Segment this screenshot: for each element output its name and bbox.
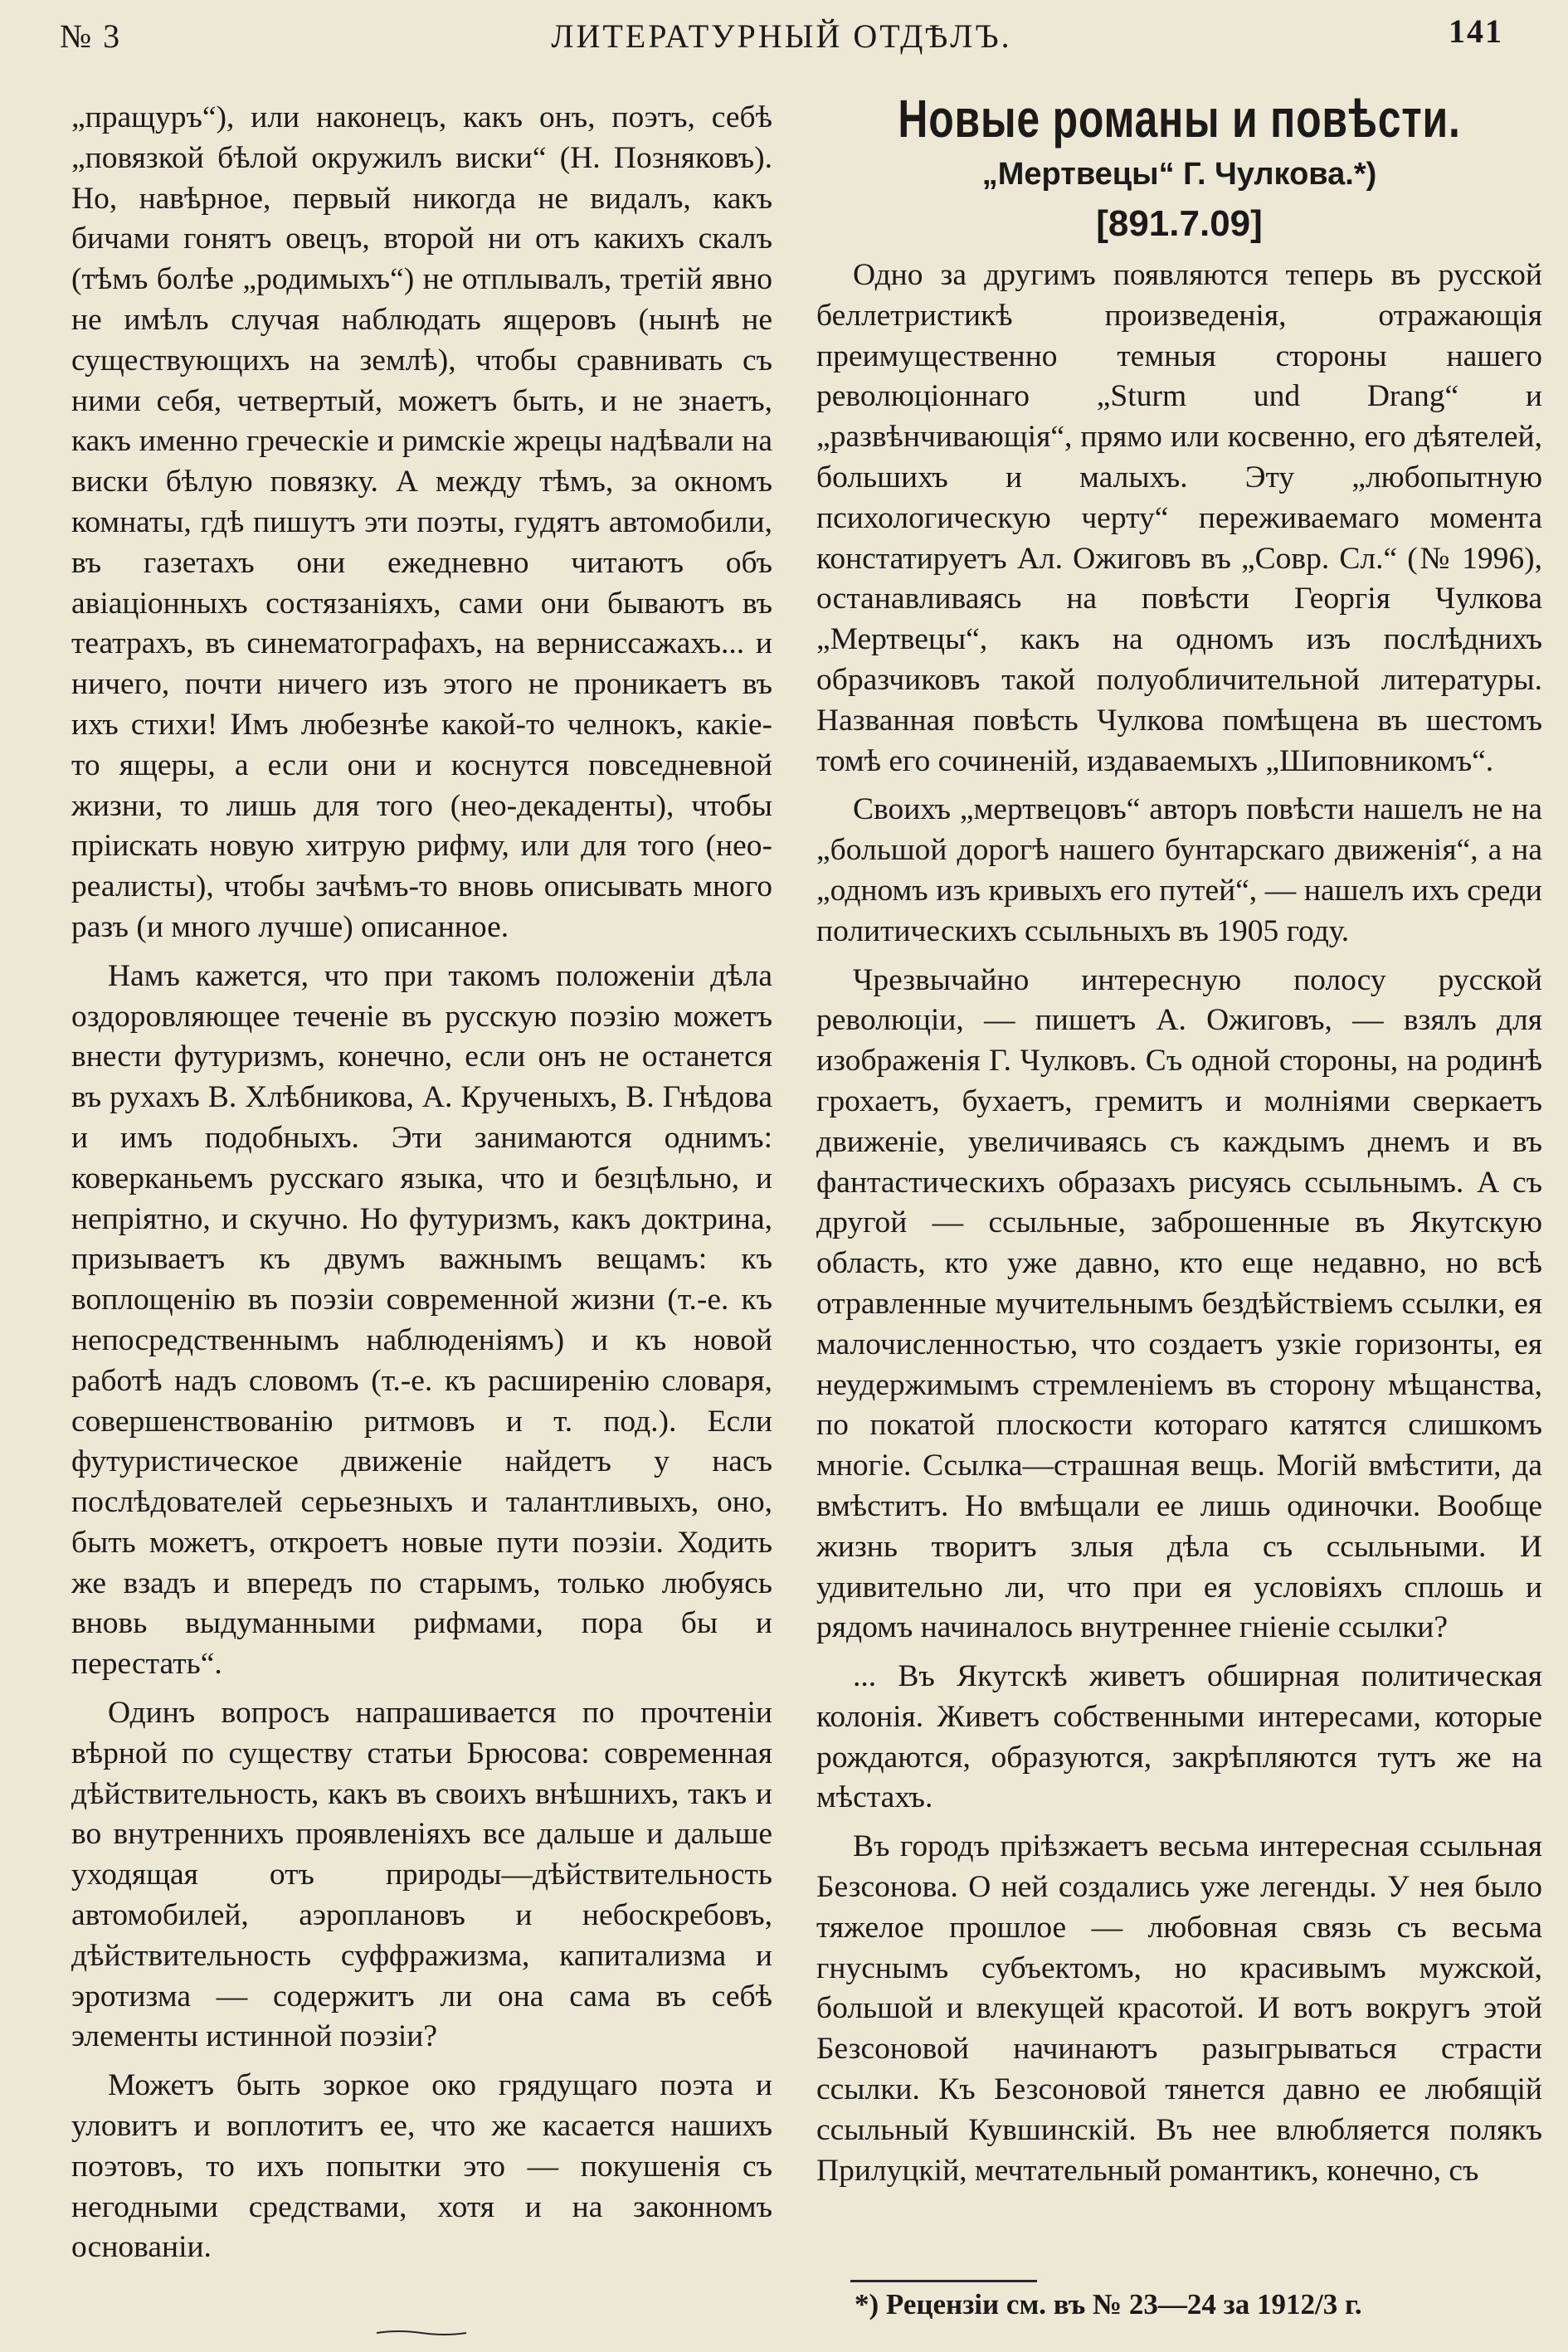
paragraph: Чрезвычайно интересную полосу русской революціи, — пишетъ А. Ожиговъ, — взялъ для изображенія Г. Чулковъ. Съ одной стороны, на родинѣ грохаетъ, бухаетъ, гремитъ и молніями сверкаетъ движеніе, увеличиваясь съ каждымъ днемъ и въ фантастическихъ образахъ рисуясь ссыльнымъ. А съ другой — ссыльные, заброшенные въ Якутскую область, кто уже давно, кто еще недавно, но всѣ отравленные мучительнымъ бездѣйствіемъ ссылки, ея малочисленностью, что создаетъ узкіе горизонты, ея неудержимымъ стремленіемъ въ сторону мѣщанства, по покатой плоскости котораго катятся слишкомъ многіе. Ссылка—страшная вещь. Могій вмѣстити, да вмѣститъ. Но вмѣщали ее лишь одиночки. Вообще жизнь творитъ злыя дѣла съ ссыльными. И удивительно ли, что при ея условіяхъ сплошь и рядомъ начиналось внутреннее гніеніе ссылки?: [816, 962, 1542, 1645]
left-column: [71, 98, 772, 2268]
paragraph: Своихъ „мертвецовъ“ авторъ повѣсти нашелъ не на „большой дорогѣ нашего бунтарскаго движенія“, а на „одномъ изъ кривыхъ его путей“, — нашелъ ихъ среди политическихъ ссыльныхъ въ 1905 году.: [816, 792, 1542, 948]
paragraph: Одинъ вопросъ напрашивается по прочтеніи вѣрной по существу статьи Брюсова: современная дѣйствительность, какъ въ своихъ внѣшнихъ, такъ и во внутреннихъ проявленіяхъ все дальше и дальше уходящая отъ природы—дѣйствительность автомобилей, аэроплановъ и небоскребовъ, дѣйствительность суффражизма, капитализма и эротизма — содержитъ ли она сама въ себѣ элементы истинной поэзіи?: [71, 1696, 772, 2054]
paragraph: Одно за другимъ появляются теперь въ русской беллетристикѣ произведенія, отражающія преимущественно темныя стороны нашего революціоннаго „Sturm und Drang“ и „развѣнчивающія“, прямо или косвенно, его дѣятелей, большихъ и малыхъ. Эту „любопытную психологическую черту“ переживаемаго момента констатируетъ Ал. Ожиговъ въ „Совр. Сл.“ (№ 1996), останавливаясь на повѣсти Георгія Чулкова „Мертвецы“, какъ на одномъ изъ послѣднихъ образчиковъ такой полуобличительной литературы. Названная повѣсть Чулкова помѣщена въ шестомъ томѣ его сочиненій, издаваемыхъ „Шиповникомъ“.: [816, 258, 1542, 778]
paragraph: „пращуръ“), или наконецъ, какъ онъ, поэтъ, себѣ „повязкой бѣлой окружилъ виски“ (Н. Позняковъ). Но, навѣрное, первый никогда не видалъ, какъ бичами гонятъ овецъ, второй ни отъ какихъ скалъ (тѣмъ болѣе „родимыхъ“) не отплывалъ, третій явно не имѣлъ случая наблюдать ящеровъ (нынѣ не существующихъ на землѣ), чтобы сравнивать съ ними себя, четвертый, можетъ быть, и не знаетъ, какъ именно греческіе и римскіе жрецы надѣвали на виски бѣлую повязку. А между тѣмъ, за окномъ комнаты, гдѣ пишутъ эти поэты, гудятъ автомобили, въ газетахъ они ежедневно читаютъ объ авіаціонныхъ состязаніяхъ, сами они бываютъ въ театрахъ, въ синематографахъ, на вернисcажахъ... и ничего, почти ничего изъ этого не проникаетъ въ ихъ стихи! Имъ любезнѣе какой-то челнокъ, какіе-то ящеры, а если они и коснутся повседневной жизни, то лишь для того (нео-декаденты), чтобы пріискать новую хитрую рифму, или для того (нео-реалисты), чтобы зачѣмъ-то вновь описывать много разъ (и много лучше) описанное.: [71, 100, 772, 944]
classification-code: [891.7.09]: [1096, 203, 1263, 244]
article-heading: Новые романы и повѣсти.: [898, 89, 1461, 149]
end-flourish: [375, 2329, 468, 2337]
issue-number: № 3: [60, 17, 122, 55]
paragraph: Въ городъ пріѣзжаетъ весьма интересная ссыльная Безсонова. О ней создались уже легенды. У нея было тяжелое прошлое — любовная связь съ весьма гнуснымъ субъектомъ, но красивымъ мужской, большой и влекущей красотой. И вотъ вокругъ этой Безсоновой начинаютъ разыгрываться страсти ссылки. Къ Безсоновой тянется давно ее любящій ссыльный Кувшинскій. Въ нее влюбляется полякъ Прилуцкій, мечтательный романтикъ, конечно, съ: [816, 1829, 1542, 2188]
footnote: *) Рецензіи см. въ № 23—24 за 1912/3 г.: [855, 2288, 1362, 2320]
footnote-divider: [850, 2280, 1037, 2282]
paragraph: Можетъ быть зоркое око грядущаго поэта и уловитъ и воплотитъ ее, что же касается нашихъ поэтовъ, то ихъ попытки это — покушенія съ негодными средствами, хотя и на законномъ основаніи.: [71, 2068, 772, 2265]
paragraph: Намъ кажется, что при такомъ положеніи дѣла оздоровляющее теченіе въ русскую поэзію можетъ внести футуризмъ, конечно, если онъ не останется въ рухахъ В. Хлѣбникова, А. Крученыхъ, В. Гнѣдова и имъ подобныхъ. Эти занимаются однимъ: коверканьемъ русскаго языка, что и безцѣльно, и непріятно, и скучно. Но футуризмъ, какъ доктрина, призываетъ къ двумъ важнымъ вещамъ: къ воплощенію въ поэзіи современной жизни (т.-е. къ непосредственнымъ наблюденіямъ) и къ новой работѣ надъ словомъ (т.-е. къ расширенію словаря, совершенствованію ритмовъ и т. под.). Если футуристическое движеніе найдетъ у насъ послѣдователей серьезныхъ и талантливыхъ, оно, быть можетъ, откроетъ новые пути поэзіи. Ходить же взадъ и впередъ по старымъ, только любуясь вновь выдуманными рифмами, пора бы и перестать“.: [71, 958, 772, 1682]
running-header: [60, 10, 1503, 60]
article-subtitle: „Мертвецы“ Г. Чулкова.*): [981, 157, 1377, 192]
page-number: 141: [1449, 12, 1503, 50]
section-title-header: ЛИТЕРАТУРНЫЙ ОТДѢЛЪ.: [551, 17, 1012, 55]
paragraph: ... Въ Якутскѣ живетъ обширная политическая колонія. Живетъ собственными интересами, которые рождаются, образуются, закрѣпляются тутъ же на мѣстахъ.: [816, 1659, 1542, 1815]
right-column: [816, 90, 1542, 2191]
